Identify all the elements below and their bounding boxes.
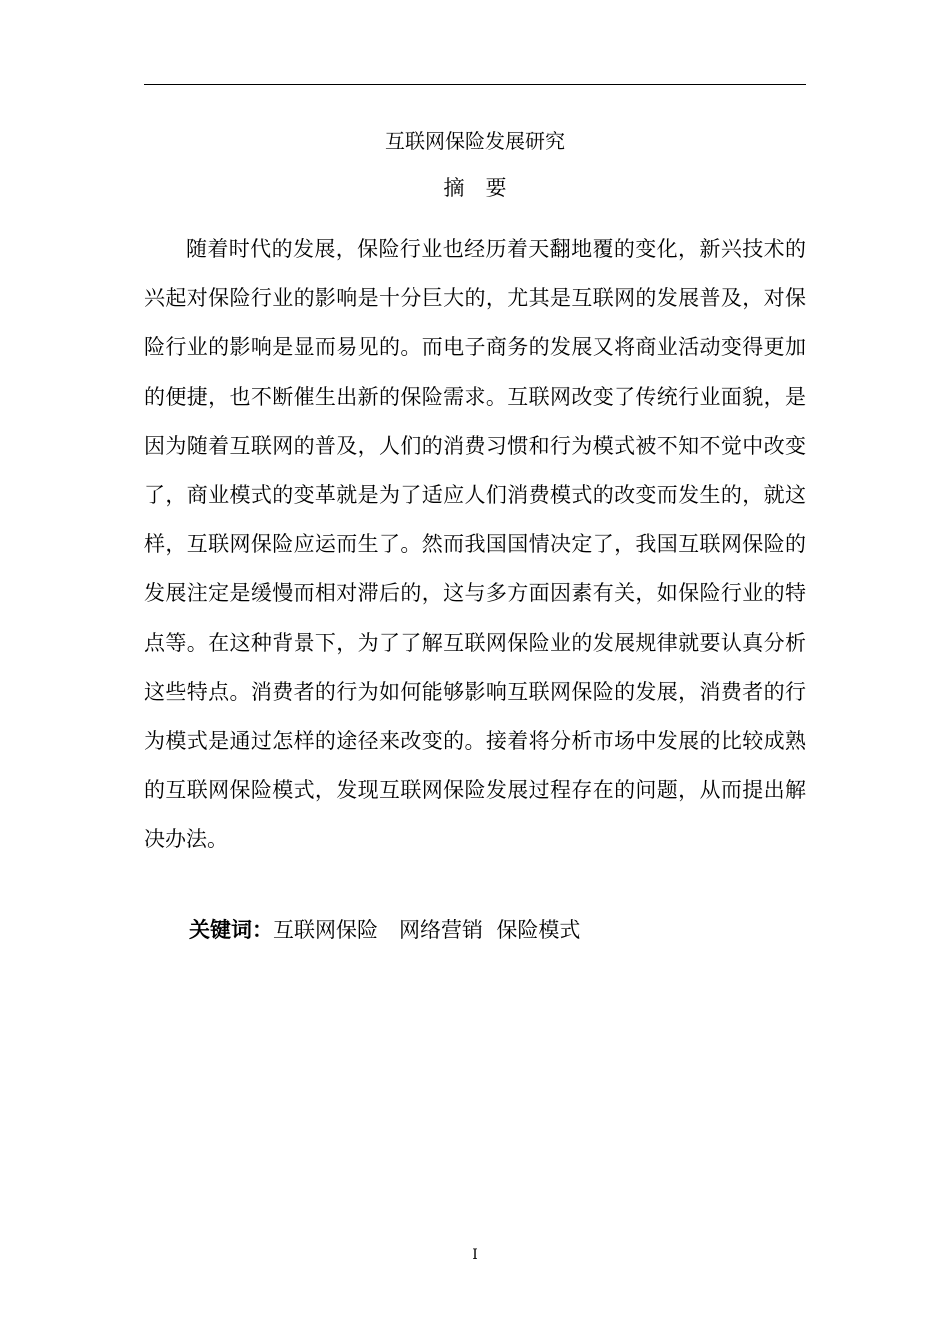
abstract-paragraph: 随着时代的发展，保险行业也经历着天翻地覆的变化，新兴技术的兴起对保险行业的影响是十分巨大的，尤其是互联网的发展普及，对保险行业的影响是显而易见的。而电子商务的发展又将商业活动变得更加的便捷，也不断催生出新的保险需求。互联网改变了传统行业面貌，是因为随着互联网的普及，人们的消费习惯和行为模式被不知不觉中改变了，商业模式的变革就是为了适应人们消费模式的改变而发生的，就这样，互联网保险应运而生了。然而我国国情决定了，我国互联网保险的发展注定是缓慢而相对滞后的，这与多方面因素有关，如保险行业的特点等。在这种背景下，为了了解互联网保险业的发展规律就要认真分析这些特点。消费者的行为如何能够影响互联网保险的发展，消费者的行为模式是通过怎样的途径来改变的。接着将分析市场中发展的比较成熟的互联网保险模式，发现互联网保险发展过程存在的问题，从而提出解决办法。 — [144, 237, 806, 852]
page-number: I — [472, 1247, 478, 1263]
header-rule — [144, 84, 806, 85]
keywords-label: 关键词： — [189, 918, 273, 942]
keywords-list: 互联网保险 网络营销 保险模式 — [273, 918, 581, 942]
abstract-heading: 摘 要 — [443, 176, 507, 200]
document-title: 互联网保险发展研究 — [385, 129, 565, 153]
keywords-line — [189, 914, 580, 946]
